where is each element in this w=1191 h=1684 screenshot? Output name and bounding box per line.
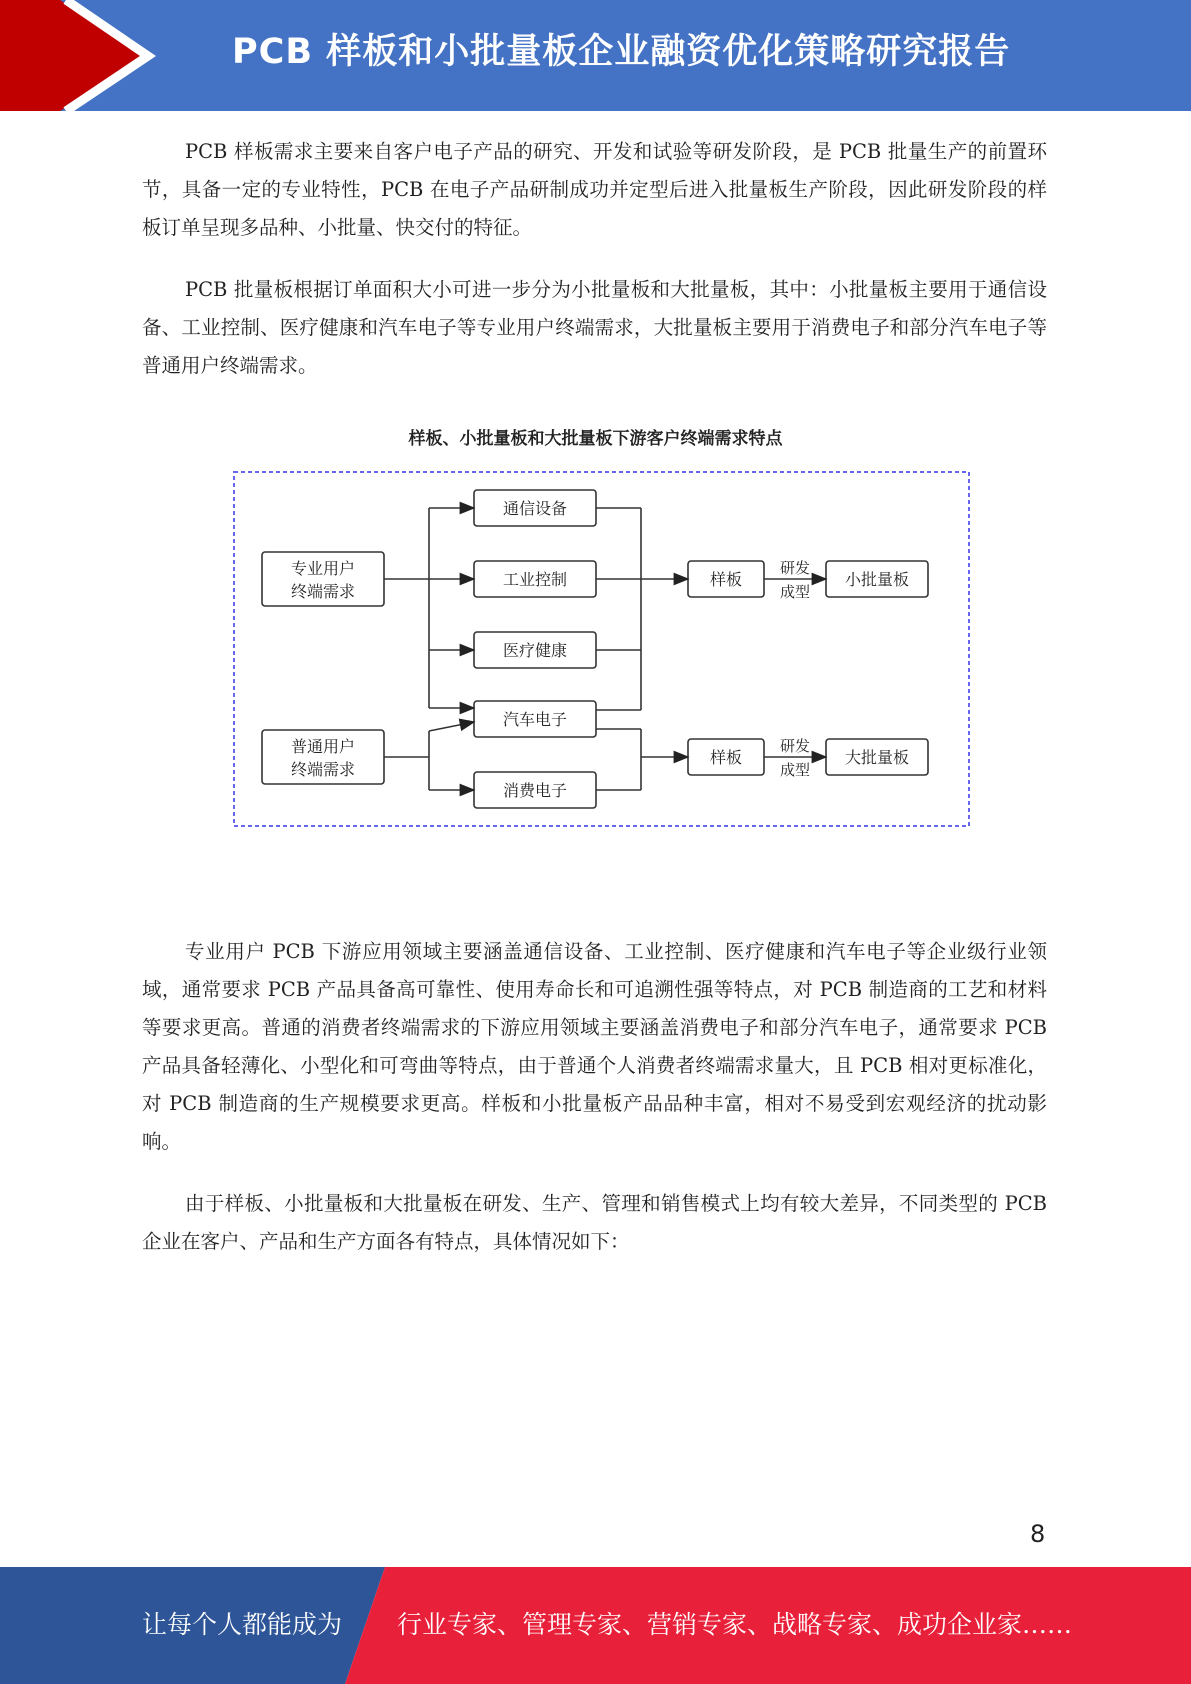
app-label-consumer: 消费电子 [502, 781, 568, 800]
app-label-medical: 医疗健康 [502, 641, 568, 660]
sample-label-1: 样板 [709, 570, 743, 589]
page-footer [0, 1567, 1191, 1684]
footer-slogan-left: 让每个人都能成为 [142, 1610, 343, 1639]
process-label-1a: 研发 [779, 559, 811, 577]
paragraph-1: PCB 样板需求主要来自客户电子产品的研究、开发和试验等研发阶段，是 PCB 批量生产的前置环节，具备一定的专业特性，PCB 在电子产品研制成功并定型后进入批量板生产阶段，因此研发阶段的样板订单呈现多品种、小批量、快交付的特征。 [142, 140, 1047, 239]
paragraph-4: 由于样板、小批量板和大批量板在研发、生产、管理和销售模式上均有较大差异，不同类型的 PCB 企业在客户、产品和生产方面各有特点，具体情况如下： [142, 1192, 1047, 1253]
app-label-industrial: 工业控制 [502, 570, 568, 589]
large-batch-label: 大批量板 [844, 748, 910, 767]
general-user-label-1: 普通用户 [290, 737, 356, 756]
sample-label-2: 样板 [709, 748, 743, 767]
process-label-1b: 成型 [779, 583, 811, 601]
figure-title: 样板、小批量板和大批量板下游客户终端需求特点 [408, 429, 783, 449]
small-batch-label: 小批量板 [844, 570, 910, 589]
report-title: PCB 样板和小批量板企业融资优化策略研究报告 [232, 32, 1011, 72]
paragraph-3: 专业用户 PCB 下游应用领域主要涵盖通信设备、工业控制、医疗健康和汽车电子等企业级行业领域，通常要求 PCB 产品具备高可靠性、使用寿命长和可追溯性强等特点，对 PCB 制造商的工艺和材料等要求更高。普通的消费者终端需求的下游应用领域主要涵盖消费电子和部分汽车电子，通常要求 PCB 产品具备轻薄化、小型化和可弯曲等特点，由于普通个人消费者终端需求量大，且 PCB 相对更标准化，对 PCB 制造商的生产规模要求更高。样板和小批量板产品品种丰富，相对不易受到宏观经济的扰动影响。 [142, 940, 1047, 1153]
pro-user-label-2: 终端需求 [290, 582, 356, 601]
app-label-telecom: 通信设备 [502, 499, 568, 518]
page-number: 8 [1030, 1520, 1046, 1548]
process-label-2b: 成型 [779, 761, 811, 779]
pro-user-label-1: 专业用户 [290, 559, 356, 578]
general-user-label-2: 终端需求 [290, 760, 356, 779]
footer-slogan-right: 行业专家、管理专家、营销专家、战略专家、成功企业家…… [397, 1610, 1073, 1639]
app-label-auto: 汽车电子 [502, 710, 568, 729]
paragraph-2: PCB 批量板根据订单面积大小可进一步分为小批量板和大批量板，其中：小批量板主要用于通信设备、工业控制、医疗健康和汽车电子等专业用户终端需求，大批量板主要用于消费电子和部分汽车电子等普通用户终端需求。 [142, 278, 1047, 377]
process-label-2a: 研发 [779, 737, 811, 755]
